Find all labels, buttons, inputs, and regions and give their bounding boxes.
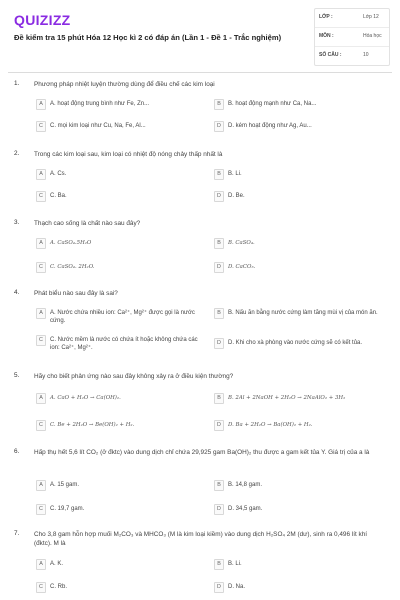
option-text: C. Be + 2H₂O → Be(OH)₂ + H₂.	[50, 422, 135, 428]
option-letter: C	[36, 262, 46, 273]
question-text: Phát biểu nào sau đây là sai?	[34, 290, 118, 297]
option-text: B. Nấu ăn bằng nước cứng làm tăng mùi vị của món ăn.	[228, 310, 378, 316]
option-text: B. Li.	[228, 171, 242, 177]
question-text: Trong các kim loại sau, kim loại có nhiệt độ nóng chảy thấp nhất là	[34, 151, 223, 158]
option-letter: A	[36, 559, 46, 570]
meta-value: 10	[363, 52, 369, 58]
option-text: D. Ba + 2H₂O → Ba(OH)₂ + H₂.	[228, 422, 313, 428]
meta-key: MÔN :	[319, 33, 334, 39]
option-letter: A	[36, 99, 46, 110]
meta-value: Lớp 12	[363, 14, 379, 20]
option-letter: A	[36, 393, 46, 404]
option-letter: C	[36, 582, 46, 593]
option-text: A. 15 gam.	[50, 482, 80, 488]
quizizz-logo: QUIZIZZ	[14, 12, 71, 28]
option-text: A. CaSO₄.5H₂O	[50, 240, 92, 246]
question-text: Hấp thụ hết 5,6 lít CO₂ (ở đktc) vào dung dịch chỉ chứa 29,925 gam Ba(OH)₂ thu được a gam kết tủa Y. Giá trị của a là	[34, 449, 370, 456]
option-text: C. CaSO₄. 2H₂O.	[50, 264, 95, 270]
option-text: D. Be.	[228, 193, 245, 199]
option-letter: D	[214, 582, 224, 593]
option-text: A. hoạt động trung bình như Fe, Zn...	[50, 101, 150, 107]
option-text: D. Na.	[228, 584, 246, 590]
option-letter: A	[36, 169, 46, 180]
meta-box	[314, 8, 390, 66]
question-text: Hãy cho biết phản ứng nào sau đây không xảy ra ở điều kiện thường?	[34, 373, 234, 380]
option-letter: B	[214, 169, 224, 180]
option-text: A. Nước chứa nhiều ion: Ca²⁺, Mg²⁺ được gọi là nước cứng.	[50, 310, 195, 324]
option-letter: B	[214, 308, 224, 319]
option-text: C. 19,7 gam.	[50, 506, 85, 512]
option-letter: C	[36, 504, 46, 515]
option-text: D. CaCO₃.	[228, 264, 256, 270]
option-letter: C	[36, 121, 46, 132]
question-text: Phương pháp nhiệt luyện thường dùng để điều chế các kim loại	[34, 81, 215, 88]
option-text: D. kém hoạt động như Ag, Au...	[228, 123, 312, 129]
question-number: 4.	[14, 289, 20, 296]
option-text: C. Rb.	[50, 584, 68, 590]
question-number: 2.	[14, 150, 20, 157]
question-number: 1.	[14, 80, 20, 87]
option-letter: D	[214, 191, 224, 202]
question-number: 3.	[14, 219, 20, 226]
option-letter: C	[36, 420, 46, 431]
meta-row-class	[315, 9, 389, 28]
meta-value: Hóa học	[363, 33, 382, 39]
option-text: C. Nước mềm là nước có chứa ít hoặc không chứa các ion: Ca²⁺, Mg²⁺.	[50, 337, 198, 351]
option-text: A. Cs.	[50, 171, 67, 177]
option-letter: A	[36, 480, 46, 491]
option-letter: A	[36, 308, 46, 319]
meta-key: LỚP :	[319, 14, 333, 20]
option-letter: D	[214, 121, 224, 132]
option-letter: D	[214, 262, 224, 273]
question-text: Cho 3,8 gam hỗn hợp muối M₂CO₃ và MHCO₃ (M là kim loại kiềm) vào dung dịch H₂SO₄ 2M (dư), sinh ra 0,496 lít khí (đktc). M là	[34, 531, 368, 547]
option-text: B. 2Al + 2NaOH + 2H₂O → 2NaAlO₂ + 3H₂	[228, 395, 346, 401]
meta-row-subject	[315, 28, 389, 47]
question-number: 7.	[14, 530, 20, 537]
option-letter: D	[214, 338, 224, 349]
option-text: C. mọi kim loại như Cu, Na, Fe, Al...	[50, 123, 146, 129]
option-letter: D	[214, 504, 224, 515]
divider	[8, 72, 392, 73]
option-text: C. Ba.	[50, 193, 67, 199]
option-letter: B	[214, 480, 224, 491]
option-text: B. Li.	[228, 561, 242, 567]
option-text: B. 14,8 gam.	[228, 482, 263, 488]
meta-row-count	[315, 47, 389, 65]
option-letter: C	[36, 335, 46, 346]
option-text: A. K.	[50, 561, 64, 567]
page-title: Đề kiểm tra 15 phút Hóa 12 Học kì 2 có đáp án (Lần 1 - Đề 1 - Trắc nghiệm)	[14, 33, 282, 42]
question-number: 6.	[14, 448, 20, 455]
question-number: 5.	[14, 372, 20, 379]
option-letter: B	[214, 559, 224, 570]
option-text: A. CaO + H₂O → Ca(OH)₂.	[50, 395, 121, 401]
option-letter: B	[214, 99, 224, 110]
option-letter: B	[214, 238, 224, 249]
option-text: B. CaSO₄.	[228, 240, 255, 246]
question-text: Thạch cao sống là chất nào sau đây?	[34, 220, 141, 227]
option-text: D. Khi cho xà phòng vào nước cứng sẽ có kết tủa.	[228, 340, 363, 346]
option-text: D. 34,5 gam.	[228, 506, 263, 512]
option-text: B. hoạt động mạnh như Ca, Na...	[228, 101, 317, 107]
option-letter: A	[36, 238, 46, 249]
option-letter: D	[214, 420, 224, 431]
option-letter: C	[36, 191, 46, 202]
option-letter: B	[214, 393, 224, 404]
meta-key: SỐ CÂU :	[319, 52, 342, 58]
header	[0, 0, 400, 70]
